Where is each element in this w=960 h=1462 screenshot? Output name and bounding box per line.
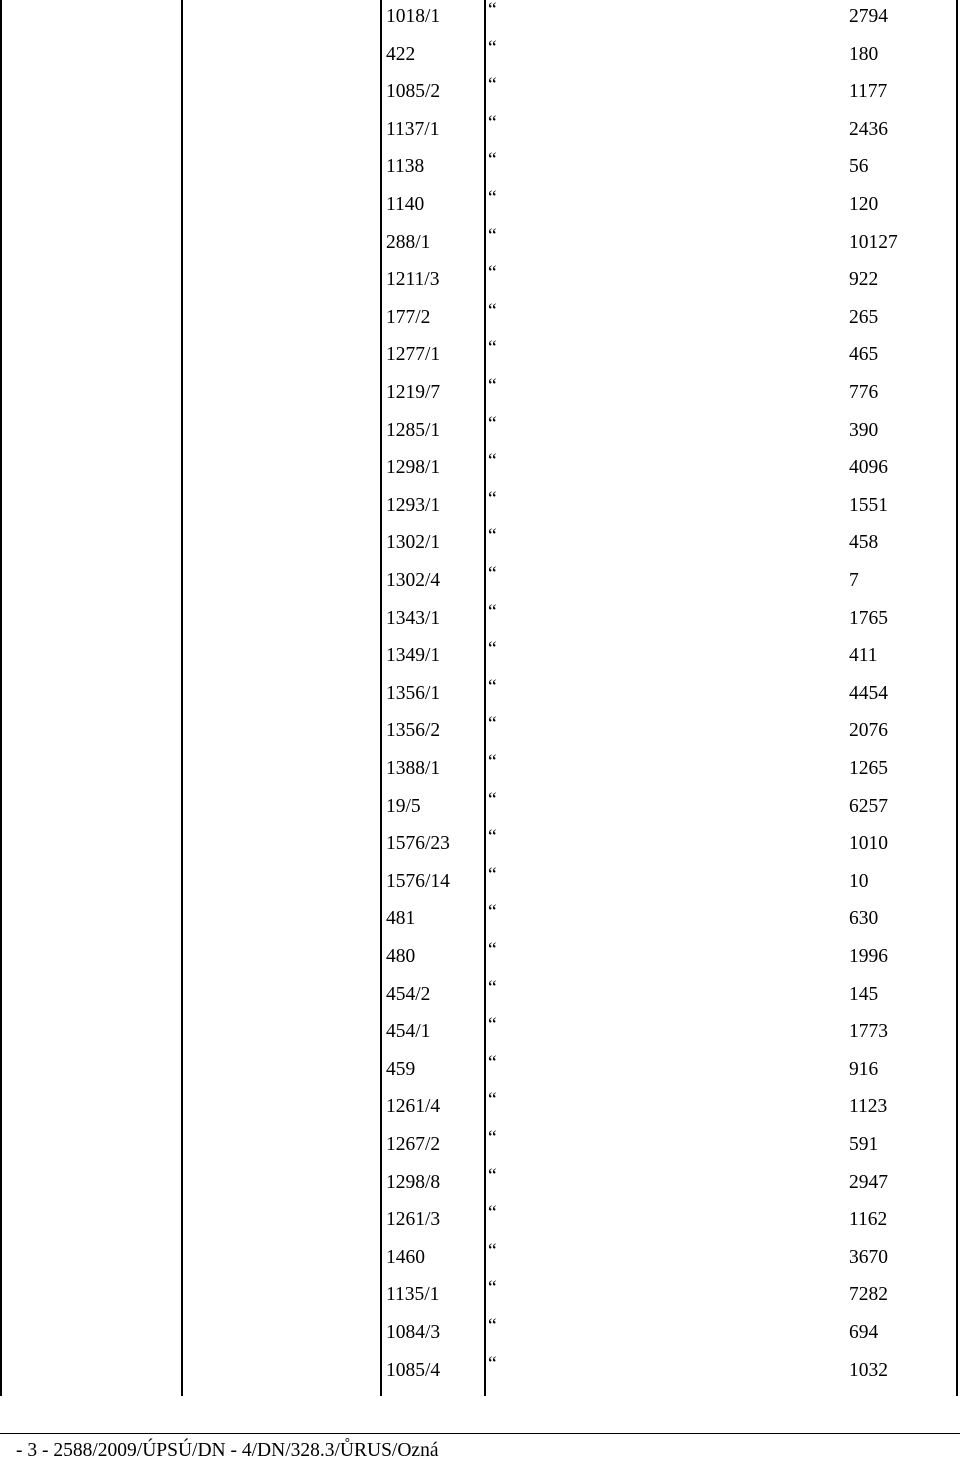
area-value: 120 bbox=[849, 194, 879, 215]
area-value: 2794 bbox=[849, 6, 888, 27]
table-row bbox=[0, 1166, 960, 1204]
table-row bbox=[0, 263, 960, 301]
table-row bbox=[0, 338, 960, 376]
area-value: 180 bbox=[849, 43, 879, 65]
ditto-mark: “ bbox=[488, 639, 497, 661]
area-value: 1032 bbox=[849, 1359, 888, 1381]
ditto-mark: “ bbox=[488, 1165, 497, 1187]
table-row bbox=[0, 38, 960, 76]
table-row bbox=[0, 1278, 960, 1316]
parcel-number: 1084/3 bbox=[386, 1322, 441, 1343]
area-value: 3670 bbox=[849, 1246, 888, 1268]
parcel-number: 1298/1 bbox=[386, 457, 441, 479]
parcel-number: 1140 bbox=[386, 194, 425, 215]
table-row bbox=[0, 714, 960, 752]
parcel-number: 1356/2 bbox=[386, 720, 441, 742]
parcel-number: 177/2 bbox=[386, 306, 431, 328]
footer-rule bbox=[0, 1433, 960, 1434]
area-value: 1265 bbox=[849, 758, 888, 779]
table-row bbox=[0, 376, 960, 414]
ditto-mark: “ bbox=[488, 300, 497, 322]
area-value: 1551 bbox=[849, 494, 888, 516]
ditto-mark: “ bbox=[488, 752, 497, 773]
ditto-mark: “ bbox=[488, 864, 497, 886]
ditto-mark: “ bbox=[488, 564, 497, 585]
area-value: 411 bbox=[849, 645, 878, 667]
area-value: 694 bbox=[849, 1322, 879, 1343]
ditto-mark: “ bbox=[488, 1240, 497, 1262]
ditto-mark: “ bbox=[488, 789, 497, 811]
table-row bbox=[0, 827, 960, 865]
table-row bbox=[0, 1241, 960, 1279]
area-value: 7 bbox=[849, 570, 859, 591]
table-row bbox=[0, 639, 960, 677]
area-value: 4096 bbox=[849, 457, 888, 479]
table-row bbox=[0, 1354, 960, 1392]
table-row bbox=[0, 1316, 960, 1354]
table-row bbox=[0, 602, 960, 640]
area-value: 465 bbox=[849, 344, 879, 366]
area-value: 265 bbox=[849, 306, 879, 328]
ditto-mark: “ bbox=[488, 225, 497, 247]
ditto-mark: “ bbox=[488, 827, 497, 849]
parcel-number: 1267/2 bbox=[386, 1134, 441, 1155]
area-value: 922 bbox=[849, 269, 879, 291]
area-value: 2076 bbox=[849, 720, 888, 742]
parcel-number: 1576/14 bbox=[386, 870, 450, 892]
area-value: 145 bbox=[849, 983, 879, 1005]
table-row bbox=[0, 677, 960, 715]
ditto-mark: “ bbox=[488, 1052, 497, 1074]
table-row bbox=[0, 1090, 960, 1128]
table-row bbox=[0, 1053, 960, 1091]
parcel-number: 1388/1 bbox=[386, 758, 441, 779]
parcel-number: 288/1 bbox=[386, 231, 431, 253]
ditto-mark: “ bbox=[488, 488, 497, 510]
ditto-mark: “ bbox=[488, 1128, 497, 1149]
table-row bbox=[0, 75, 960, 113]
ditto-mark: “ bbox=[488, 451, 497, 473]
ditto-mark: “ bbox=[488, 526, 497, 548]
table-row bbox=[0, 1015, 960, 1053]
ditto-mark: “ bbox=[488, 714, 497, 736]
table-row bbox=[0, 451, 960, 489]
area-value: 1765 bbox=[849, 607, 888, 629]
area-value: 1010 bbox=[849, 833, 888, 855]
area-value: 7282 bbox=[849, 1284, 888, 1306]
area-value: 630 bbox=[849, 908, 879, 930]
ditto-mark: “ bbox=[488, 112, 497, 134]
parcel-number: 1261/4 bbox=[386, 1096, 441, 1118]
table-row bbox=[0, 1203, 960, 1241]
ditto-mark: “ bbox=[488, 1316, 497, 1337]
ditto-mark: “ bbox=[488, 188, 497, 209]
parcel-number: 1277/1 bbox=[386, 344, 441, 366]
area-value: 1996 bbox=[849, 946, 888, 967]
parcel-number: 19/5 bbox=[386, 795, 421, 817]
ditto-mark: “ bbox=[488, 1203, 497, 1225]
ditto-mark: “ bbox=[488, 1015, 497, 1037]
area-value: 916 bbox=[849, 1058, 879, 1080]
ditto-mark: “ bbox=[488, 0, 497, 21]
table-row bbox=[0, 489, 960, 527]
parcel-number: 1135/1 bbox=[386, 1284, 440, 1306]
ditto-mark: “ bbox=[488, 1090, 497, 1112]
ditto-mark: “ bbox=[488, 376, 497, 397]
table-row bbox=[0, 113, 960, 151]
parcel-number: 1285/1 bbox=[386, 419, 441, 441]
parcel-number: 1137/1 bbox=[386, 118, 440, 140]
parcel-number: 1576/23 bbox=[386, 833, 450, 855]
parcel-number: 1085/4 bbox=[386, 1359, 441, 1381]
area-value: 1773 bbox=[849, 1021, 888, 1043]
table-row bbox=[0, 978, 960, 1016]
table-row bbox=[0, 301, 960, 339]
area-value: 1123 bbox=[849, 1096, 888, 1118]
area-value: 4454 bbox=[849, 682, 888, 704]
area-value: 776 bbox=[849, 382, 879, 403]
ditto-mark: “ bbox=[488, 338, 497, 360]
parcel-number: 1138 bbox=[386, 156, 425, 178]
table-row bbox=[0, 564, 960, 602]
table-row bbox=[0, 526, 960, 564]
area-value: 10127 bbox=[849, 231, 898, 253]
ditto-mark: “ bbox=[488, 150, 497, 172]
area-value: 10 bbox=[849, 870, 869, 892]
table-row bbox=[0, 752, 960, 790]
parcel-number: 1343/1 bbox=[386, 607, 441, 629]
parcel-number: 1211/3 bbox=[386, 269, 440, 291]
parcel-number: 1356/1 bbox=[386, 682, 441, 704]
area-value: 2947 bbox=[849, 1171, 888, 1193]
area-value: 591 bbox=[849, 1134, 879, 1155]
parcel-number: 1261/3 bbox=[386, 1209, 441, 1231]
ditto-mark: “ bbox=[488, 977, 497, 999]
parcel-number: 481 bbox=[386, 908, 416, 930]
parcel-number: 1085/2 bbox=[386, 81, 441, 103]
area-value: 1177 bbox=[849, 81, 888, 103]
ditto-mark: “ bbox=[488, 75, 497, 97]
parcel-number: 1219/7 bbox=[386, 382, 441, 403]
area-value: 458 bbox=[849, 532, 879, 554]
ditto-mark: “ bbox=[488, 1353, 497, 1375]
parcel-number: 1349/1 bbox=[386, 645, 441, 667]
parcel-number: 480 bbox=[386, 946, 416, 967]
area-value: 56 bbox=[849, 156, 869, 178]
parcel-number: 1018/1 bbox=[386, 6, 441, 27]
table-row bbox=[0, 940, 960, 978]
table-row bbox=[0, 414, 960, 452]
table-row bbox=[0, 1128, 960, 1166]
ditto-mark: “ bbox=[488, 37, 497, 59]
table-row bbox=[0, 865, 960, 903]
ditto-mark: “ bbox=[488, 676, 497, 698]
footer-reference-text: - 3 - 2588/2009/ÚPSÚ/DN - 4/DN/328.3/ŮRUS/Ozná bbox=[16, 1440, 439, 1461]
parcel-number: 1302/4 bbox=[386, 570, 441, 591]
ditto-mark: “ bbox=[488, 413, 497, 435]
table-row bbox=[0, 790, 960, 828]
parcel-number: 459 bbox=[386, 1058, 416, 1080]
parcel-number: 454/1 bbox=[386, 1021, 431, 1043]
parcel-number: 1460 bbox=[386, 1246, 425, 1268]
parcel-number: 1298/8 bbox=[386, 1171, 441, 1193]
ditto-mark: “ bbox=[488, 1278, 497, 1300]
ditto-mark: “ bbox=[488, 263, 497, 285]
area-value: 6257 bbox=[849, 795, 888, 817]
parcel-number: 422 bbox=[386, 43, 416, 65]
table-row bbox=[0, 0, 960, 38]
area-value: 2436 bbox=[849, 118, 888, 140]
table-row bbox=[0, 226, 960, 264]
table-row bbox=[0, 188, 960, 226]
ditto-mark: “ bbox=[488, 940, 497, 961]
ditto-mark: “ bbox=[488, 902, 497, 924]
table-row bbox=[0, 902, 960, 940]
ditto-mark: “ bbox=[488, 601, 497, 623]
parcel-number: 1293/1 bbox=[386, 494, 441, 516]
table-row bbox=[0, 150, 960, 188]
parcel-number: 454/2 bbox=[386, 983, 431, 1005]
area-value: 390 bbox=[849, 419, 879, 441]
area-value: 1162 bbox=[849, 1209, 888, 1231]
parcel-number: 1302/1 bbox=[386, 532, 441, 554]
